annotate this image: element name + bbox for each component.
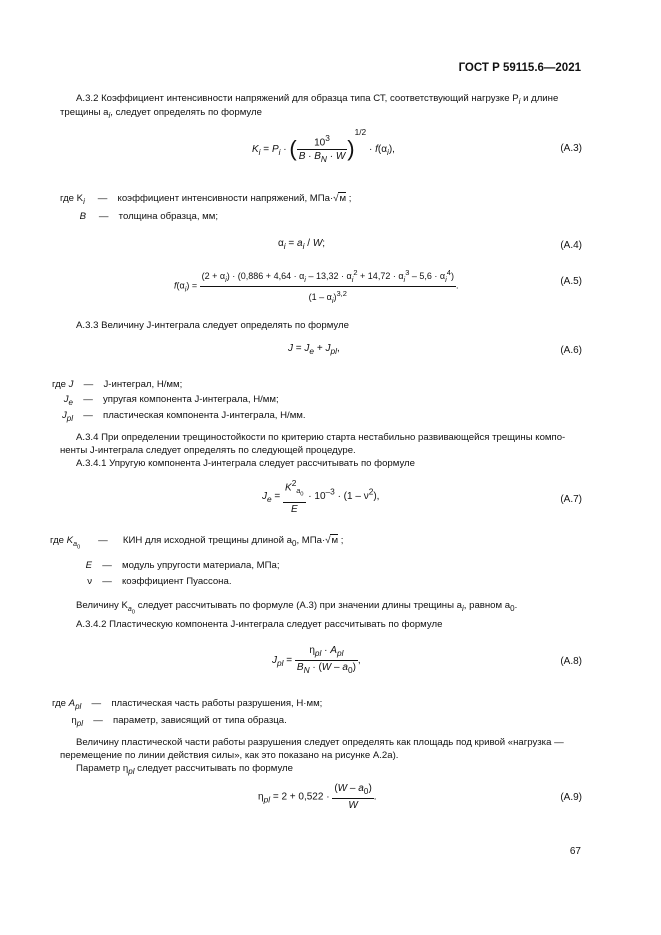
equation-number-a4: (А.4) [560, 240, 582, 251]
definition-b: B — толщина образца, мм; [79, 211, 219, 222]
paragraph-eta: Параметр $\eta_{pl}$ следует рассчитывать по формуле [76, 763, 293, 776]
paragraph-a33: А.3.3 Величину J-интеграла следует определять по формуле [76, 320, 349, 331]
definition-eta: $\eta_{pl}$ — параметр, зависящий от типа образца. [71, 715, 287, 728]
document-header: ГОСТ Р 59115.6—2021 [458, 62, 581, 74]
equation-number-a9: (А.9) [560, 792, 582, 803]
definition-nu: ν — коэффициент Пуассона. [87, 576, 232, 587]
definition-k: где $K_i$ — коэффициент интенсивности напряжений, МПа·√м ; [60, 193, 352, 206]
paragraph-a34-line2: ненты J-интеграла следует определять по следующей процедуре. [60, 445, 356, 456]
equation-a8: $J_{pl}$ = $\frac{\eta_{pl} \cdot A_{pl}}{B_N \cdot (W - a_0)}$ , [272, 645, 361, 675]
definition-apl: где $A_{pl}$ — пластическая часть работы разрушения, Н·мм; [52, 698, 323, 711]
paragraph-a32-line2: трещины $a_i$, следует определять по формуле [60, 107, 262, 120]
page-number: 67 [569, 846, 581, 857]
paragraph-a34-line1: А.3.4 При определении трещиностойкости по критерию старта нестабильно развивающейся трещины компо- [76, 432, 566, 443]
definition-ka0: где $K_{a_0}$ — КИН для исходной трещины длиной $a_0$, МПа·√м ; [50, 535, 344, 551]
definition-je: $J_e$ — упругая компонента J-интеграла, Н/мм; [63, 394, 279, 407]
equation-number-a5: (А.5) [560, 276, 582, 287]
equation-number-a3: (А.3) [560, 143, 582, 154]
paragraph-work-line1: Величину пластической части работы разрушения следует определять как площадь под кривой «нагрузка — [76, 737, 564, 748]
equation-a9: $\eta_{pl} = 2 + 0,522$ · $\frac{(W - a_0)}{W}$ . [258, 783, 377, 811]
equation-a7: $J_e$ = $\frac{K^2_{a_0}}{E}$ · $10^{-3} \cdot (1 - \nu^2)$, [262, 478, 380, 515]
paragraph-a32: А.3.2 Коэффициент интенсивности напряжений для образца типа СТ, соответствующий нагрузке $P_i$ и длине [76, 93, 559, 106]
equation-number-a7: (А.7) [560, 494, 582, 505]
equation-a6: $J = J_e + J_{pl}$, [288, 343, 340, 356]
paragraph-work-line2: перемещение по линии действия силы», как это показано на рисунке А.2а). [60, 750, 399, 761]
definition-e: E — модуль упругости материала, МПа; [85, 560, 280, 571]
definition-jpl: $J_{pl}$ — пластическая компонента J-интеграла, Н/мм. [61, 410, 306, 423]
definition-j: где J — J-интеграл, Н/мм; [52, 379, 183, 390]
equation-number-a8: (А.8) [560, 656, 582, 667]
paragraph-a342: А.3.4.2 Пластическую компонента J-интеграла следует рассчитывать по формуле [76, 619, 443, 630]
equation-number-a6: (А.6) [560, 345, 582, 356]
paragraph-ka0: Величину $K_{a_0}$ следует рассчитывать по формуле (А.3) при значении длины трещины $a_i$, равном $a_0$. [76, 600, 518, 616]
equation-a5: $f(\alpha_i)$ = $(2 + \alpha_i) \cdot (0,886 + 4,64 \cdot \alpha_i - 13,32 \cdot \alpha_i^2 + 14,72 \cdot \alpha_i^3 - 5,6 \cdot \alpha_i^4)$ $(1 - \alpha_i)^{3,2}$ . [174, 268, 459, 305]
equation-a4: $\alpha_i = a_i / W$; [278, 238, 326, 251]
paragraph-a341: А.3.4.1 Упругую компонента J-интеграла следует рассчитывать по формуле [76, 458, 415, 469]
equation-a3: $K_i = P_i$ · ( $\frac{10^3}{B \cdot B_N \cdot W}$ )$^{1/2} \cdot f(\alpha_i)$, [252, 127, 395, 165]
